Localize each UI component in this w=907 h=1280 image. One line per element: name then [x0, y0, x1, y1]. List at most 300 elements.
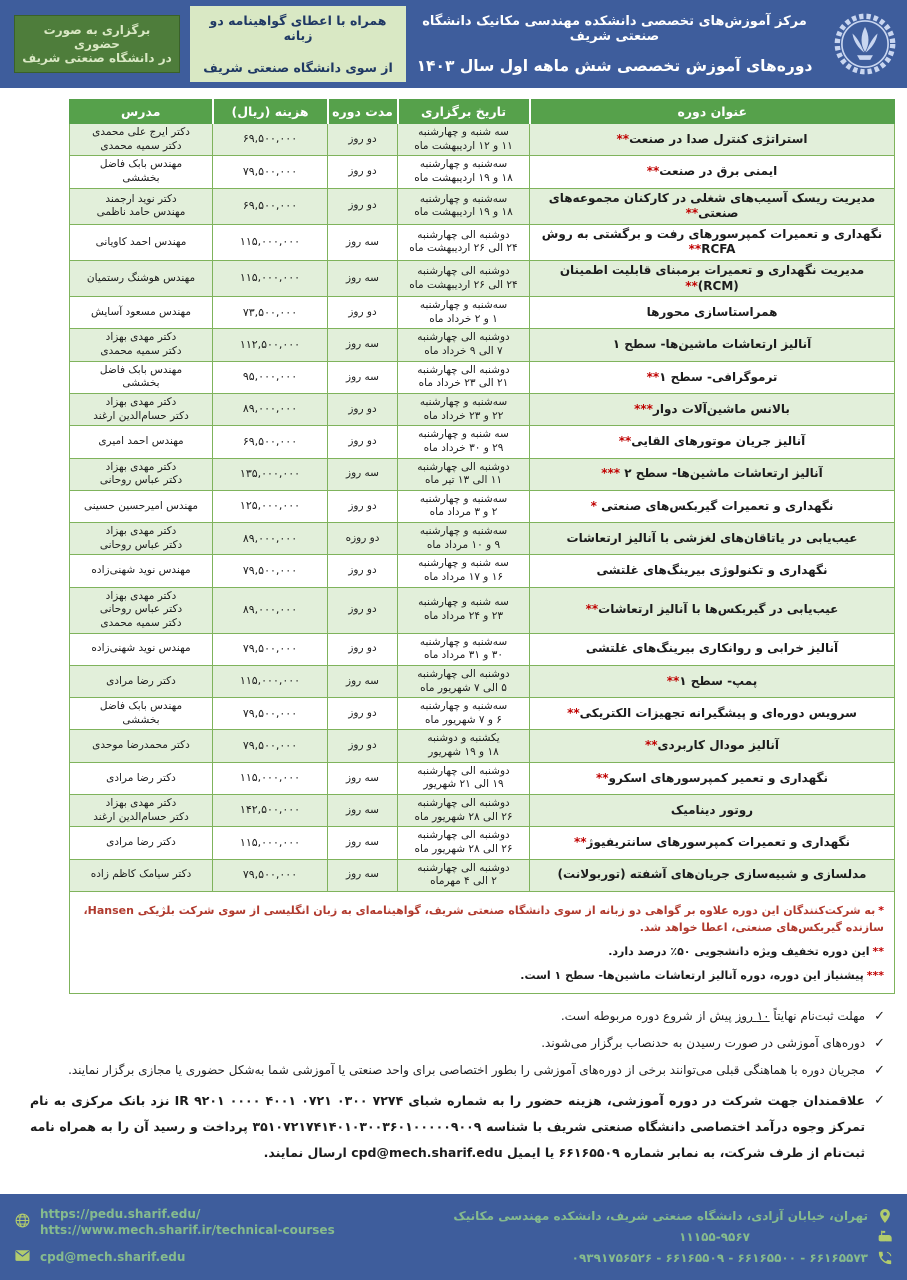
web-contact-block: [14, 1207, 335, 1267]
checkmark-icon: ✓: [874, 1009, 885, 1025]
course-table-body: [70, 124, 895, 892]
footnote-line: [80, 967, 884, 984]
in-person-note-box: [14, 15, 180, 73]
footnotes-block: [70, 891, 895, 993]
instructor-name: دکتر نوید ارجمند: [105, 192, 177, 205]
table-row: [70, 665, 895, 697]
course-title-cell: [530, 224, 895, 260]
instructor-cell: [70, 490, 213, 522]
course-title-text: مدیریت نگهداری و تعمیرات برمبنای قابلیت اطمینان (RCM): [559, 262, 865, 293]
course-title-text: بالانس ماشین‌آلات دوار: [652, 401, 790, 416]
footnote-line: [80, 902, 884, 936]
course-title-cell: [530, 633, 895, 665]
date-cell: [398, 297, 530, 329]
general-notes: [30, 1007, 885, 1172]
organization-title: مرکز آموزش‌های تخصصی دانشکده مهندسی مکانیک دانشگاه صنعتی شریف: [422, 13, 807, 44]
instructor-name: مهندس بابک فاضل: [99, 158, 183, 171]
date-cell: [398, 260, 530, 296]
instructor-name: بخششی: [122, 171, 160, 184]
globe-icon: [14, 1212, 31, 1232]
table-row: [70, 297, 895, 329]
date-days-text: سه‌شنبه و چهارشنبه: [419, 395, 508, 408]
course-title-text: نگهداری و تعمیرات گیربکس‌های صنعتی: [596, 498, 834, 513]
table-row: [70, 730, 895, 762]
date-cell: [398, 523, 530, 555]
footnote-text: پیشنیاز این دوره، دوره آنالیز ارتعاشات ماشین‌ها- سطح ۱ است.: [520, 968, 864, 982]
date-range-text: ۱۱ و ۱۲ اردیبهشت ماه: [414, 139, 513, 152]
duration-cell: دو روز: [328, 730, 398, 762]
date-cell: [398, 124, 530, 156]
cost-cell: ۷۳,۵۰۰,۰۰۰: [213, 297, 328, 329]
duration-cell: دو روز: [328, 555, 398, 587]
date-days-text: سه شنبه و چهارشنبه: [418, 428, 509, 441]
date-range-text: ۳۰ و ۳۱ مرداد ماه: [424, 649, 503, 662]
cost-cell: ۱۴۲,۵۰۰,۰۰۰: [213, 794, 328, 826]
course-title-text: همراستاسازی محورها: [646, 304, 778, 319]
cost-cell: ۱۱۵,۰۰۰,۰۰۰: [213, 665, 328, 697]
course-title-text: استراتژی کنترل صدا در صنعت: [629, 131, 808, 146]
instructor-name: دکتر سمیه محمدی: [100, 139, 182, 152]
top-banner: [0, 0, 907, 88]
mailbox-icon: [877, 1229, 893, 1245]
date-range-text: ۱۶ و ۱۷ مرداد ماه: [424, 571, 503, 584]
cost-cell: ۸۹,۰۰۰,۰۰۰: [213, 587, 328, 633]
date-days-text: دوشنبه الی چهارشنبه: [417, 264, 510, 277]
certificate-note-line1: همراه با اعطای گواهینامه دو زبانه: [209, 13, 387, 43]
table-row: [70, 224, 895, 260]
instructor-cell: [70, 224, 213, 260]
phone-numbers-text: ۰۹۳۹۱۷۵۶۵۲۶ - ۶۶۱۶۵۵۰۹ - ۶۶۱۶۵۵۰۰ - ۶۶۱۶۵۵۷۳: [571, 1251, 868, 1265]
date-days-text: سه‌شنبه و چهارشنبه: [419, 192, 508, 205]
instructor-name: مهندس نوید شهنی‌زاده: [91, 564, 191, 577]
date-days-text: سه شنبه و چهارشنبه: [418, 126, 509, 138]
cost-cell: ۱۱۲,۵۰۰,۰۰۰: [213, 329, 328, 361]
course-title-text: آنالیز مودال کاربردی: [657, 738, 780, 753]
instructor-name: دکتر مهدی بهزاد: [105, 395, 177, 408]
table-row: [70, 329, 895, 361]
date-cell: [398, 458, 530, 490]
course-title-text: ترموگرافی- سطح ۱: [659, 369, 778, 384]
cost-cell: ۱۳۵,۰۰۰,۰۰۰: [213, 458, 328, 490]
course-title-cell: [530, 393, 895, 425]
asterisk-marker: ***: [601, 466, 621, 481]
course-title-cell: [530, 827, 895, 859]
course-title-cell: [530, 523, 895, 555]
date-range-text: ۲۹ و ۳۰ خرداد ماه: [423, 441, 504, 454]
instructor-name: مهندس بابک فاضل: [99, 700, 183, 713]
course-title-cell: [530, 297, 895, 329]
date-range-text: ۱۸ و ۱۹ شهریور: [428, 746, 499, 759]
date-cell: [398, 827, 530, 859]
course-title-text: مدیریت ریسک آسیب‌های شغلی در کارکنان مجموعه‌های صنعتی: [548, 190, 876, 221]
websites-row: [14, 1207, 335, 1237]
instructor-cell: [70, 730, 213, 762]
date-cell: [398, 633, 530, 665]
cost-cell: ۷۹,۵۰۰,۰۰۰: [213, 633, 328, 665]
note-seg-iban: IR ۹۲۰۱ ۰۰۰۰ ۴۰۰۱ ۰۷۲۱ ۰۳۰۰ ۷۲۷۴: [174, 1093, 404, 1109]
footnote-text: این دوره تخفیف ویژه دانشجویی ۵۰٪ درصد دارد.: [608, 944, 870, 958]
page-title: دوره‌های آموزش تخصصی شش ماهه اول سال ۱۴۰۳: [416, 56, 813, 75]
asterisk-marker: *: [878, 903, 884, 917]
course-title-text: عیب‌یابی در یاتاقان‌های لغزشی با آنالیز ارتعاشات: [566, 530, 858, 545]
instructor-name: مهندس امیرحسین حسینی: [83, 499, 199, 512]
date-days-text: دوشنبه الی چهارشنبه: [417, 228, 510, 241]
duration-cell: سه روز: [328, 458, 398, 490]
instructor-cell: [70, 124, 213, 156]
postal-code-row: [453, 1229, 893, 1245]
address-row: [453, 1208, 893, 1224]
asterisk-marker: **: [585, 602, 599, 617]
course-title-cell: [530, 260, 895, 296]
note-seg-underline: ۱۰ روز: [735, 1009, 770, 1024]
table-row: [70, 426, 895, 458]
asterisk-marker: **: [685, 278, 698, 293]
date-cell: [398, 224, 530, 260]
instructor-name: دکتر مهدی بهزاد: [105, 525, 177, 538]
instructor-cell: [70, 188, 213, 224]
certificate-note-line2: از سوی دانشگاه صنعتی شریف: [203, 60, 393, 75]
sharif-university-logo: [823, 11, 907, 77]
asterisk-marker: **: [685, 206, 699, 221]
course-schedule-table: [69, 99, 895, 994]
date-range-text: ۲۱ الی ۲۳ خرداد ماه: [418, 377, 509, 390]
course-title-cell: [530, 730, 895, 762]
instructor-name: دکتر حسام‌الدین ارغند: [93, 810, 189, 823]
instructor-cell: [70, 361, 213, 393]
instructor-cell: [70, 827, 213, 859]
course-title-text: آنالیز ارتعاشات ماشین‌ها- سطح ۱: [612, 337, 812, 352]
date-cell: [398, 665, 530, 697]
date-days-text: دوشنبه الی چهارشنبه: [417, 861, 510, 874]
instructor-name: دکتر ایرج علی محمدی: [92, 126, 190, 138]
instructor-name: بخششی: [122, 713, 160, 726]
table-row: [70, 827, 895, 859]
table-row: [70, 393, 895, 425]
date-range-text: ۲۲ و ۲۳ خرداد ماه: [423, 409, 504, 422]
table-row: [70, 794, 895, 826]
course-title-text: آنالیز جریان موتورهای القایی: [631, 434, 806, 449]
note-text: [30, 1088, 865, 1165]
note-seg-pre: دوره‌های آموزشی در صورت رسیدن به حدنصاب برگزار می‌شوند.: [541, 1036, 866, 1051]
instructor-cell: [70, 426, 213, 458]
date-cell: [398, 730, 530, 762]
date-range-text: ۲ و ۳ مرداد ماه: [429, 506, 498, 519]
asterisk-marker: **: [618, 434, 632, 449]
note-item: [30, 1061, 885, 1081]
date-range-text: ۱۹ الی ۲۱ شهریور: [423, 778, 504, 791]
footnote-line: [80, 943, 884, 960]
in-person-note-line1: برگزاری به صورت حضوری: [43, 23, 151, 51]
duration-cell: سه روز: [328, 665, 398, 697]
instructor-name: دکتر مهدی بهزاد: [105, 796, 177, 809]
duration-cell: دو روز: [328, 188, 398, 224]
note-seg-pre: مهلت ثبت‌نام نهایتاً: [769, 1009, 866, 1024]
cost-cell: ۷۹,۵۰۰,۰۰۰: [213, 555, 328, 587]
duration-cell: دو روز: [328, 393, 398, 425]
note-seg-mid: نزد بانک مرکزی به نام تمرکز وجوه درآمد اختصاصی دانشگاه صنعتی شریف با شناسه ۳۵۱۰۷۲۱۷۴۱۴۰۱۰۳۰۰۳۶۰۱۰۰۰۰۰۹۰۰۹ پرداخت و رسید آن را به همراه نامه ثبت‌نام از طرف شرکت، به نمابر شماره ۶۶۱۶۵۵۰۹ یا ایمیل: [30, 1093, 866, 1160]
cost-cell: ۱۲۵,۰۰۰,۰۰۰: [213, 490, 328, 522]
header-instructor: مدرس: [70, 100, 213, 124]
course-title-cell: [530, 426, 895, 458]
asterisk-marker: **: [646, 164, 660, 179]
note-text: [68, 1061, 865, 1080]
instructor-name: مهندس بابک فاضل: [99, 363, 183, 376]
instructor-name: دکتر سیامک کاظم زاده: [90, 868, 192, 881]
date-days-text: دوشنبه الی چهارشنبه: [417, 796, 510, 809]
instructor-cell: [70, 762, 213, 794]
cost-cell: ۹۵,۰۰۰,۰۰۰: [213, 361, 328, 393]
duration-cell: دو روز: [328, 587, 398, 633]
website-link-mech[interactable]: htts://www.mech.sharif.ir/technical-courses: [40, 1223, 335, 1237]
header-cost: هزینه (ریال): [213, 100, 328, 124]
date-days-text: سه‌شنبه و چهارشنبه: [419, 158, 508, 171]
date-cell: [398, 393, 530, 425]
date-cell: [398, 188, 530, 224]
note-item: [30, 1088, 885, 1165]
note-item: [30, 1007, 885, 1027]
date-range-text: ۲۶ الی ۲۸ شهریور ماه: [414, 810, 513, 823]
date-days-text: دوشنبه الی چهارشنبه: [417, 363, 510, 376]
course-title-text: مدلسازی و شبیه‌سازی جریان‌های آشفته (توربولانت): [557, 867, 867, 882]
checkmark-icon: ✓: [874, 1036, 885, 1052]
duration-cell: سه روز: [328, 260, 398, 296]
date-range-text: ۱۸ و ۱۹ اردیبهشت ماه: [414, 171, 513, 184]
date-range-text: ۲۴ الی ۲۶ اردیبهشت ماه: [409, 242, 518, 255]
postal-code-text: ۱۱۱۵۵-۹۵۶۷: [679, 1230, 750, 1244]
table-row: [70, 490, 895, 522]
instructor-name: دکتر مهدی بهزاد: [105, 331, 177, 344]
date-days-text: دوشنبه الی چهارشنبه: [417, 667, 510, 680]
instructor-cell: [70, 297, 213, 329]
email-link[interactable]: cpd@mech.sharif.edu: [40, 1250, 186, 1264]
course-title-cell: [530, 762, 895, 794]
duration-cell: سه روز: [328, 827, 398, 859]
instructor-cell: [70, 393, 213, 425]
asterisk-marker: **: [567, 705, 580, 720]
date-range-text: ۷ الی ۹ خرداد ماه: [424, 345, 503, 358]
course-title-cell: [530, 698, 895, 730]
instructor-name: دکتر رضا مرادی: [106, 771, 176, 784]
cost-cell: ۶۹,۵۰۰,۰۰۰: [213, 124, 328, 156]
instructor-name: مهندس نوید شهنی‌زاده: [91, 642, 191, 655]
course-title-text: نگهداری و تعمیرات کمپرسورهای سانتریفیوژ: [586, 835, 851, 850]
date-range-text: ۱۱ الی ۱۳ تیر ماه: [425, 474, 502, 487]
date-cell: [398, 156, 530, 188]
instructor-name: دکتر سمیه محمدی: [100, 345, 182, 358]
instructor-cell: [70, 698, 213, 730]
course-title-text: آنالیز خرابی و روانکاری بیرینگ‌های غلتشی: [585, 641, 839, 656]
duration-cell: سه روز: [328, 762, 398, 794]
table-header: [70, 100, 895, 124]
course-title-cell: [530, 458, 895, 490]
table-row: [70, 587, 895, 633]
course-title-cell: [530, 329, 895, 361]
date-days-text: دوشنبه الی چهارشنبه: [417, 829, 510, 842]
banner-titles: [406, 14, 823, 75]
table-row: [70, 361, 895, 393]
header-duration: مدت دوره: [328, 100, 398, 124]
course-title-cell: [530, 555, 895, 587]
footnote-text: به شرکت‌کنندگان این دوره علاوه بر گواهی دو زبانه از سوی دانشگاه صنعتی شریف، گواهینامه‌ای به زبان انگلیسی از سوی شرکت بلژیکی Hansen، سازنده گیربکس‌های صنعتی، اعطا خواهد شد.: [83, 903, 884, 934]
course-title-cell: [530, 587, 895, 633]
table-row: [70, 458, 895, 490]
date-range-text: ۵ الی ۷ شهریور ماه: [420, 681, 507, 694]
table-row: [70, 260, 895, 296]
instructor-cell: [70, 458, 213, 490]
instructor-name: دکتر عباس روحانی: [99, 474, 183, 487]
cost-cell: ۸۹,۰۰۰,۰۰۰: [213, 523, 328, 555]
date-days-text: سه‌شنبه و چهارشنبه: [419, 525, 508, 538]
instructor-name: دکتر مهدی بهزاد: [105, 589, 177, 602]
course-title-text: پمپ- سطح ۱: [679, 673, 758, 688]
instructor-cell: [70, 523, 213, 555]
phone-icon: [877, 1250, 893, 1266]
cost-cell: ۷۹,۵۰۰,۰۰۰: [213, 859, 328, 891]
duration-cell: دو روزه: [328, 523, 398, 555]
instructor-name: دکتر رضا مرادی: [106, 674, 176, 687]
course-title-text: روتور دینامیک: [670, 802, 754, 817]
duration-cell: دو روز: [328, 633, 398, 665]
asterisk-marker: **: [644, 738, 658, 753]
note-seg-post: ارسال نمایند.: [263, 1144, 352, 1160]
instructor-name: دکتر محمدرضا موحدی: [92, 739, 190, 752]
date-days-text: سه‌شنبه و چهارشنبه: [419, 492, 508, 505]
instructor-name: بخششی: [122, 377, 160, 390]
contact-info-block: [453, 1208, 893, 1266]
cost-cell: ۱۱۵,۰۰۰,۰۰۰: [213, 224, 328, 260]
date-days-text: یکشنبه و دوشنبه: [427, 732, 500, 745]
duration-cell: دو روز: [328, 124, 398, 156]
cost-cell: ۶۹,۵۰۰,۰۰۰: [213, 188, 328, 224]
asterisk-marker: **: [688, 242, 702, 257]
duration-cell: دو روز: [328, 698, 398, 730]
duration-cell: سه روز: [328, 859, 398, 891]
duration-cell: دو روز: [328, 156, 398, 188]
instructor-name: مهندس احمد امیری: [98, 435, 184, 448]
date-cell: [398, 361, 530, 393]
header-date: تاریخ برگزاری: [398, 100, 530, 124]
date-days-text: سه‌شنبه و چهارشنبه: [419, 299, 508, 312]
table-row: [70, 555, 895, 587]
course-title-cell: [530, 490, 895, 522]
instructor-cell: [70, 260, 213, 296]
instructor-name: دکتر رضا مرادی: [106, 836, 176, 849]
instructor-name: دکتر حسام‌الدین ارغند: [93, 409, 189, 422]
instructor-cell: [70, 329, 213, 361]
date-range-text: ۲۶ الی ۲۸ شهریور ماه: [414, 842, 513, 855]
instructor-cell: [70, 665, 213, 697]
instructor-cell: [70, 794, 213, 826]
course-title-text: ایمنی برق در صنعت: [659, 164, 778, 179]
course-title-cell: [530, 361, 895, 393]
header-course-title: عنوان دوره: [530, 100, 895, 124]
table-row: [70, 523, 895, 555]
date-cell: [398, 587, 530, 633]
phones-row: [453, 1250, 893, 1266]
date-range-text: ۱۸ و ۱۹ اردیبهشت ماه: [414, 206, 513, 219]
table-row: [70, 633, 895, 665]
date-range-text: ۲۳ و ۲۴ مرداد ماه: [424, 610, 503, 623]
note-text: [561, 1007, 865, 1026]
table-row: [70, 859, 895, 891]
date-range-text: ۶ و ۷ شهریور ماه: [425, 713, 502, 726]
note-seg-pre: علاقمندان جهت شرکت در دوره آموزشی، هزینه حضور را به شماره شبای: [403, 1093, 866, 1109]
date-days-text: دوشنبه الی چهارشنبه: [417, 764, 510, 777]
note-seg-post: پیش از شروع دوره مربوطه است.: [560, 1009, 736, 1024]
duration-cell: دو روز: [328, 490, 398, 522]
course-title-cell: [530, 859, 895, 891]
address-text: تهران، خیابان آزادی، دانشگاه صنعتی شریف، دانشکده مهندسی مکانیک: [453, 1209, 868, 1223]
certificate-note-box: [190, 6, 406, 82]
asterisk-marker: **: [666, 673, 680, 688]
instructor-cell: [70, 859, 213, 891]
email-row: [14, 1247, 335, 1267]
table-row: [70, 188, 895, 224]
table-row: [70, 698, 895, 730]
date-cell: [398, 329, 530, 361]
cost-cell: ۱۱۵,۰۰۰,۰۰۰: [213, 762, 328, 794]
date-cell: [398, 555, 530, 587]
website-link-pedu[interactable]: https://pedu.sharif.edu/: [40, 1207, 201, 1221]
note-seg-pre: مجریان دوره با هماهنگی قبلی می‌توانند برخی از دوره‌های آموزشی را بطور اختصاصی برای واحد صنعتی یا آموزشی شما به‌شکل حضوری یا مجازی برگزار نمایند.: [68, 1063, 866, 1078]
instructor-name: مهندس مسعود آسایش: [90, 305, 192, 318]
course-title-text: عیب‌یابی در گیربکس‌ها با آنالیز ارتعاشات: [598, 602, 839, 617]
location-pin-icon: [877, 1208, 893, 1224]
course-title-text: سرویس دوره‌ای و پیشگیرانه تجهیزات الکتریکی: [579, 705, 857, 720]
asterisk-marker: *: [590, 498, 597, 513]
asterisk-marker: **: [595, 770, 609, 785]
cost-cell: ۶۹,۵۰۰,۰۰۰: [213, 426, 328, 458]
duration-cell: دو روز: [328, 426, 398, 458]
cost-cell: ۱۱۵,۰۰۰,۰۰۰: [213, 827, 328, 859]
date-days-text: دوشنبه الی چهارشنبه: [417, 331, 510, 344]
envelope-icon: [14, 1247, 31, 1267]
course-title-text: نگهداری و تکنولوژی بیرینگ‌های غلتشی: [596, 563, 828, 578]
cost-cell: ۷۹,۵۰۰,۰۰۰: [213, 156, 328, 188]
duration-cell: سه روز: [328, 329, 398, 361]
date-range-text: ۱ و ۲ خرداد ماه: [429, 312, 498, 325]
instructor-name: دکتر سمیه محمدی: [100, 616, 182, 629]
course-title-text: نگهداری و تعمیرات کمپرسورهای رفت و برگشتی به روش RCFA: [541, 226, 883, 257]
asterisk-marker: ***: [634, 401, 653, 416]
date-days-text: سه شنبه و چهارشنبه: [418, 557, 509, 570]
date-range-text: ۹ و ۱۰ مرداد ماه: [426, 538, 501, 551]
date-cell: [398, 762, 530, 794]
cost-cell: ۱۱۵,۰۰۰,۰۰۰: [213, 260, 328, 296]
asterisk-marker: **: [646, 369, 660, 384]
table-row: [70, 156, 895, 188]
contact-footer: [0, 1194, 907, 1280]
date-days-text: سه‌شنبه و چهارشنبه: [419, 700, 508, 713]
instructor-name: دکتر عباس روحانی: [99, 538, 183, 551]
duration-cell: سه روز: [328, 361, 398, 393]
course-title-cell: [530, 188, 895, 224]
duration-cell: سه روز: [328, 224, 398, 260]
instructor-name: مهندس هوشنگ رستمیان: [86, 271, 196, 284]
course-title-cell: [530, 156, 895, 188]
asterisk-marker: **: [872, 944, 884, 958]
asterisk-marker: **: [616, 131, 630, 146]
date-cell: [398, 859, 530, 891]
table-row: [70, 124, 895, 156]
instructor-cell: [70, 633, 213, 665]
asterisk-marker: ***: [866, 968, 884, 982]
instructor-name: مهندس احمد کاویانی: [95, 235, 187, 248]
note-item: [30, 1034, 885, 1054]
date-days-text: سه‌شنبه و چهارشنبه: [419, 635, 508, 648]
note-seg-email: cpd@mech.sharif.edu: [351, 1144, 503, 1160]
table-row: [70, 762, 895, 794]
